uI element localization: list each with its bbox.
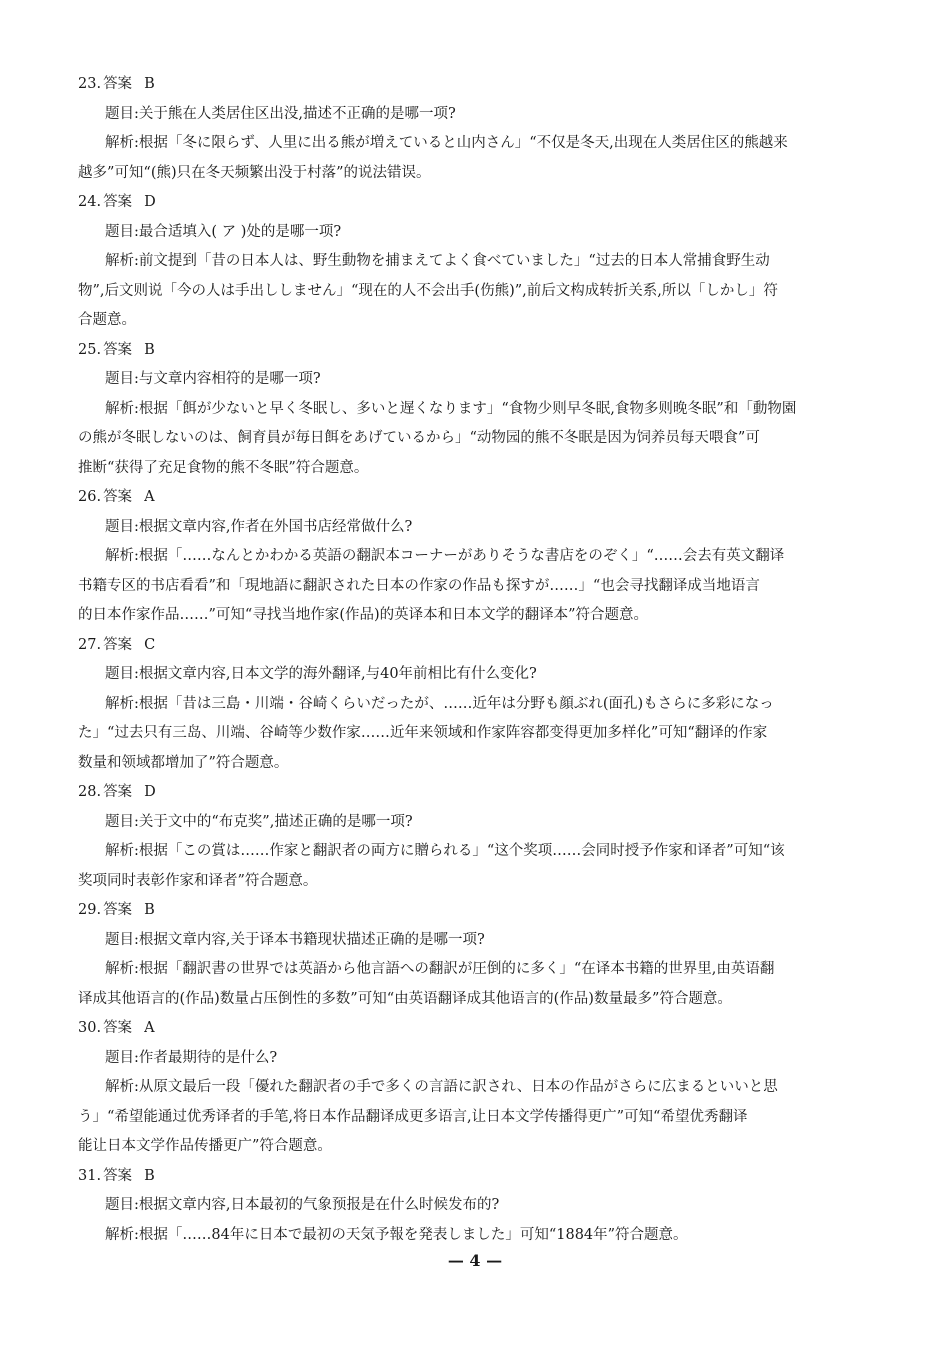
answer-item [78,778,878,896]
analysis-line: 奖项同时表彰作家和译者”符合题意。 [78,872,318,889]
question-text: 题目:关于文中的“布克奖”,描述正确的是哪一项? [105,813,413,830]
analysis-line: 解析:根据「……84年に日本で最初の天気予報を発表しました」可知“1884年”符合题意。 [105,1226,688,1243]
question-number: 27. [78,636,102,653]
analysis-line: 解析:从原文最后一段「優れた翻訳者の手で多くの言語に訳され、日本の作品がさらに広まるといいと思 [105,1079,778,1095]
analysis-line: 解析:根据「この賞は……作家と翻訳者の両方に贈られる」“这个奖项……会同时授予作家和译者”可知“该 [105,843,785,859]
answer-line [78,70,878,100]
question-text: 题目:根据文章内容,关于译本书籍现状描述正确的是哪一项? [105,931,485,948]
analysis-line: 解析:根据「冬に限らず、人里に出る熊が増えていると山内さん」“不仅是冬天,出现在人类居住区的熊越来 [105,135,788,151]
answer-line [78,1162,878,1192]
answer-line [78,188,878,218]
analysis-line: 越多”可知“(熊)只在冬天频繁出没于村落”的说法错误。 [78,164,431,181]
analysis-line: 解析:根据「翻訳書の世界では英語から他言語への翻訳が圧倒的に多く」“在译本书籍的世界里,由英语翻 [105,961,775,977]
answer-choice: A [144,489,155,505]
question-number: 23. [78,76,102,92]
answer-line [78,336,878,366]
analysis-text [78,837,878,896]
answer-item [78,1162,878,1251]
analysis-line: 译成其他语言的(作品)数量占压倒性的多数”可知“由英语翻译成其他语言的(作品)数量最多”符合题意。 [78,990,732,1007]
question-number: 24. [78,194,102,210]
analysis-text [78,1073,878,1162]
analysis-text [78,395,878,484]
analysis-line: 解析:根据「……なんとかわかる英語の翻訳本コーナーがありそうな書店をのぞく」“……会去有英文翻译 [105,548,785,564]
answer-label: 答案 [103,341,133,358]
analysis-text [78,247,878,336]
answer-label: 答案 [103,902,133,918]
analysis-text [78,955,878,1014]
question-text: 题目:根据文章内容,日本文学的海外翻译,与40年前相比有什么变化? [105,666,537,682]
question-text: 题目:根据文章内容,作者在外国书店经常做什么? [105,518,413,535]
page-number: — 4 — [447,1251,503,1270]
question-number: 26. [78,489,102,505]
answer-line [78,483,878,513]
answer-label: 答案 [103,636,133,653]
analysis-line: 解析:前文提到「昔の日本人は、野生動物を捕まえてよく食べていました」“过去的日本人常捕食野生动 [105,253,770,269]
answer-line [78,1014,878,1044]
answer-choice: B [144,341,155,358]
analysis-line: の熊が冬眠しないのは、飼育員が毎日餌をあげているから」“动物园的熊不冬眠是因为饲养员每天喂食”可 [78,430,760,446]
answer-line [78,631,878,661]
answer-item [78,896,878,1014]
question-number: 28. [78,784,102,800]
answer-choice: B [144,76,155,92]
analysis-line: 解析:根据「餌が少ないと早く冬眠し、多いと遅くなります」“食物少则早冬眠,食物多则晚冬眠”和「動物園 [105,400,797,417]
analysis-line: 的日本作家作品……”可知“寻找当地作家(作品)的英译本和日本文学的翻译本”符合题意。 [78,607,649,623]
answer-label: 答案 [103,76,133,92]
analysis-text [78,129,878,188]
analysis-text [78,542,878,631]
question-number: 25. [78,341,102,358]
question-text: 题目:关于熊在人类居住区出没,描述不正确的是哪一项? [105,105,456,122]
analysis-line: た」“过去只有三岛、川端、谷崎等少数作家……近年来领域和作家阵容都变得更加多样化”可知“翻译的作家 [78,725,768,741]
question-text: 题目:最合适填入( ア )处的是哪一项? [105,223,342,240]
answer-choice: B [144,1167,155,1184]
answer-choice: D [144,784,156,800]
question-text: 题目:作者最期待的是什么? [105,1049,278,1066]
answer-item [78,1014,878,1162]
question-number: 30. [78,1020,102,1036]
answer-item [78,631,878,779]
answer-label: 答案 [103,194,133,210]
analysis-line: う」“希望能通过优秀译者的手笔,将日本作品翻译成更多语言,让日本文学传播得更广”可知“希望优秀翻译 [78,1108,748,1125]
analysis-line: 数量和领域都增加了”符合题意。 [78,754,289,771]
analysis-line: 推断“获得了充足食物的熊不冬眠”符合题意。 [78,459,369,476]
analysis-line: 能让日本文学作品传播更广”符合题意。 [78,1138,332,1154]
answer-choice: B [144,902,155,918]
answer-label: 答案 [103,784,133,800]
answer-choice: C [144,636,156,653]
answer-label: 答案 [103,1020,133,1036]
answer-label: 答案 [103,1167,133,1184]
analysis-line: 解析:根据「昔は三島・川端・谷崎くらいだったが、……近年は分野も顔ぶれ(面孔)もさらに多彩になっ [105,695,774,712]
answer-item [78,336,878,484]
analysis-line: 物”,后文则说「今の人は手出ししません」“现在的人不会出手(伤熊)”,前后文构成转折关系,所以「しかし」符 [78,282,778,299]
answer-item [78,188,878,336]
analysis-line: 书籍专区的书店看看”和「現地語に翻訳された日本の作家の作品も探すが……」“也会寻找翻译成当地语言 [78,577,760,594]
answer-choice: A [144,1020,155,1036]
answer-item [78,70,878,188]
answer-label: 答案 [103,489,133,505]
answer-choice: D [144,194,156,210]
question-number: 31. [78,1167,102,1184]
question-text: 题目:根据文章内容,日本最初的气象预报是在什么时候发布的? [105,1197,500,1213]
answer-line [78,896,878,926]
question-number: 29. [78,902,102,918]
question-text: 题目:与文章内容相符的是哪一项? [105,371,321,387]
answer-key-content [78,70,878,1250]
answer-item [78,483,878,631]
analysis-line: 合题意。 [78,312,136,328]
analysis-text [78,690,878,779]
answer-line [78,778,878,808]
